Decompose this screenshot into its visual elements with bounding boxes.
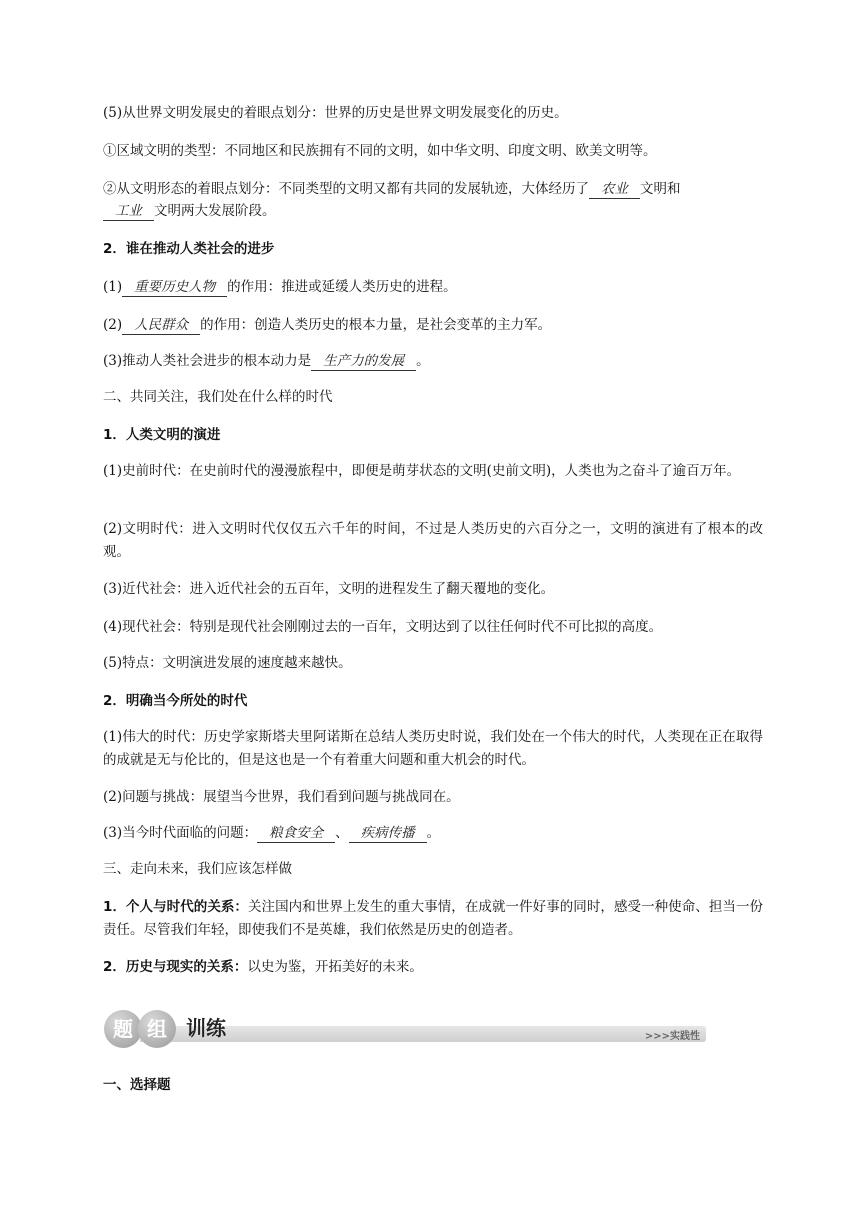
section-multiple-choice: 一、选择题 bbox=[103, 1077, 171, 1093]
section-heading-two: 二、共同关注，我们处在什么样的时代 bbox=[103, 389, 333, 405]
paragraph-great-era: (1)伟大的时代：历史学家斯塔夫里阿诺斯在总结人类历史时说，我们处在一个伟大的时代，人类现在正在取得的成就是无与伦比的，但是这也是一个有着重大问题和重大机会的时代。 bbox=[103, 729, 763, 768]
banner-badge-2: 组 bbox=[138, 1010, 176, 1048]
text-segment: 的作用：创造人类历史的根本力量，是社会变革的主力军。 bbox=[200, 317, 552, 333]
fill-blank-industry: 工业 bbox=[103, 202, 154, 221]
paragraph-civilization-era: (2)文明时代：进入文明时代仅仅五六千年的时间，不过是人类历史的六百分之一，文明的演进有了根本的改观。 bbox=[103, 521, 763, 560]
paragraph-civilization-form-line2 bbox=[103, 200, 763, 223]
paragraph-current-problems bbox=[103, 822, 763, 845]
text-segment: (3)当今时代面临的问题： bbox=[103, 825, 258, 841]
paragraph-characteristics: (5)特点：文明演进发展的速度越来越快。 bbox=[103, 655, 352, 671]
paragraph-history-and-reality bbox=[103, 956, 763, 979]
exercise-banner bbox=[104, 1008, 706, 1052]
text-segment: 。 bbox=[416, 353, 430, 369]
item-historical-figures bbox=[103, 276, 763, 299]
item-fundamental-force bbox=[103, 350, 763, 373]
banner-badge-1: 题 bbox=[104, 1010, 142, 1048]
text-segment: (3)推动人类社会进步的根本动力是 bbox=[103, 353, 312, 369]
paragraph-problems-challenges: (2)问题与挑战：展望当今世界，我们看到问题与挑战同在。 bbox=[103, 789, 460, 805]
paragraph-individual-and-era bbox=[103, 896, 763, 942]
paragraph-prehistoric-era: (1)史前时代：在史前时代的漫漫旅程中，即便是萌芽状态的文明(史前文明)，人类也为之奋斗了逾百万年。 bbox=[103, 463, 741, 479]
text-segment: 、 bbox=[335, 825, 349, 841]
fill-blank-historical-figures: 重要历史人物 bbox=[122, 278, 227, 297]
section-heading-three: 三、走向未来，我们应该怎样做 bbox=[103, 861, 292, 877]
text-segment: 关注国内和世界上发生的重大事情，在成就一件好事的同时，感受一种使命、担当一份责任。尽管我们年轻，即使我们不是英雄，我们依然是历史的创造者。 bbox=[103, 899, 763, 938]
paragraph-world-history: (5)从世界文明发展史的着眼点划分：世界的历史是世界文明发展变化的历史。 bbox=[103, 105, 568, 121]
text-segment: 文明和 bbox=[640, 181, 681, 197]
item-the-people bbox=[103, 314, 763, 337]
banner-title: 训练 bbox=[186, 1016, 226, 1040]
paragraph-civilization-form-line1 bbox=[103, 178, 763, 201]
text-segment: ②从文明形态的着眼点划分：不同类型的文明又都有共同的发展轨迹，大体经历了 bbox=[103, 181, 589, 197]
banner-tag: >>>实践性 bbox=[644, 1031, 700, 1042]
fill-blank-agriculture: 农业 bbox=[589, 180, 640, 199]
heading-who-drives-progress: 2．谁在推动人类社会的进步 bbox=[103, 241, 275, 257]
text-segment: (1) bbox=[103, 279, 123, 295]
paragraph-early-modern: (3)近代社会：进入近代社会的五百年，文明的进程发生了翻天覆地的变化。 bbox=[103, 581, 555, 597]
paragraph-modern-society: (4)现代社会：特别是现代社会刚刚过去的一百年，文明达到了以往任何时代不可比拟的高度。 bbox=[103, 619, 663, 635]
text-segment: 的作用：推进或延缓人类历史的进程。 bbox=[227, 279, 457, 295]
heading-current-era: 2．明确当今所处的时代 bbox=[103, 693, 248, 709]
bold-label: 1．个人与时代的关系： bbox=[103, 899, 248, 915]
heading-civilization-evolution: 1．人类文明的演进 bbox=[103, 427, 221, 443]
text-segment: (2) bbox=[103, 317, 123, 333]
fill-blank-food-security: 粮食安全 bbox=[257, 824, 335, 843]
fill-blank-disease-spread: 疾病传播 bbox=[349, 824, 427, 843]
fill-blank-the-people: 人民群众 bbox=[122, 316, 200, 335]
fill-blank-productivity: 生产力的发展 bbox=[311, 352, 416, 371]
text-segment: 以史为鉴，开拓美好的未来。 bbox=[247, 959, 423, 975]
text-segment: 文明两大发展阶段。 bbox=[154, 203, 276, 219]
text-segment: 。 bbox=[426, 825, 441, 841]
bold-label: 2．历史与现实的关系： bbox=[103, 959, 248, 975]
paragraph-regional-civilization: ①区域文明的类型：不同地区和民族拥有不同的文明，如中华文明、印度文明、欧美文明等。 bbox=[103, 143, 657, 159]
